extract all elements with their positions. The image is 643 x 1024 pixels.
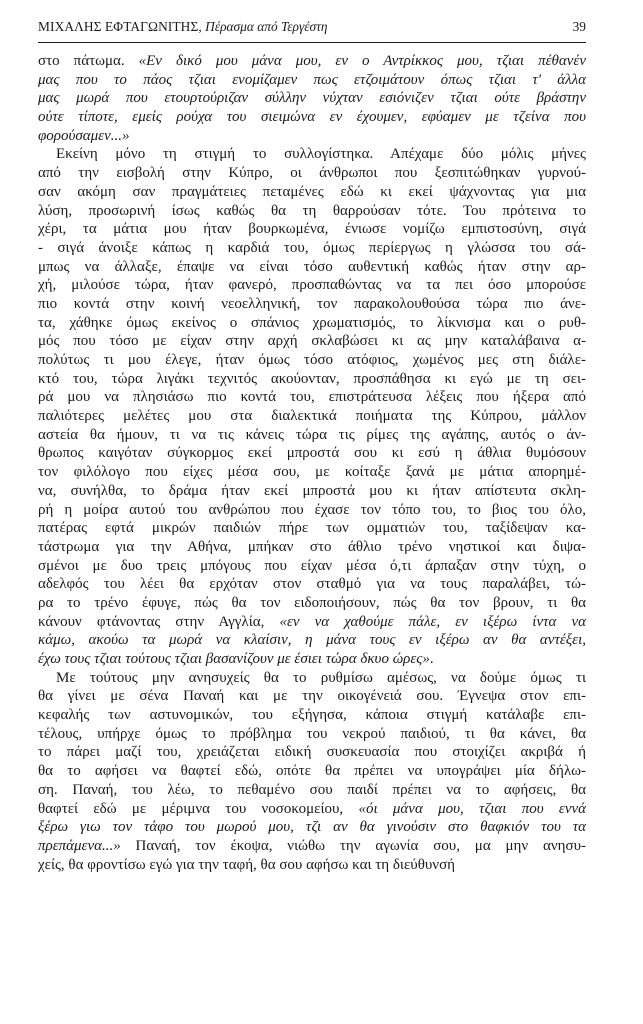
text-segment: πιο κοντά στην κοινή νεοελληνική, τον παρακολουθούσα τώρα πιο άνε-: [38, 295, 586, 312]
text-line: [38, 426, 586, 445]
text-line: [38, 220, 586, 239]
italic-dialect-text: κάμω, ακούω τα μωρά να κλαίσιν, η μάνα τους εν ιξέρω αν θα αντέξει,: [38, 632, 586, 649]
text-segment: παλιότερες μελέτες μου στα διαλεκτικά ποιήματα της Κύπρου, μάλλον: [38, 408, 586, 425]
text-segment: χέρι, τα μάτια μου ήταν βουρκωμένα, ένιωσε νομίζω εμπιστοσύνη, σιγά: [38, 221, 586, 238]
text-segment: - σιγά άνοιξε κάπως η καρδιά του, όμως περίεργως η γλώσσα του σά-: [38, 239, 586, 256]
text-line: [38, 557, 586, 576]
text-line: [38, 762, 586, 781]
text-segment: ρά μου να πλησιάσω πιο κοντά του, επιστράτευσα λέξεις που ήξερα από: [38, 389, 586, 406]
header-author: ΜΙΧΑΛΗΣ ΕΦΤΑΓΩΝΙΤΗΣ,: [38, 19, 202, 34]
text-segment: .: [429, 651, 434, 667]
text-line: [38, 613, 586, 632]
italic-dialect-text: ούτε τίποτε, εμείς ρούχα του σιειμώνα εν έχουμεν, εφύαμεν με τζείνα που: [38, 109, 586, 126]
italic-dialect-text: ξέρω γιω τον τάφο του μωρού μου, τζι αν θα γινούσιν στο θαφκιόν του τα: [38, 819, 586, 836]
text-line: [38, 482, 586, 501]
italic-dialect-text: μας που το πάος τζιαι ενομίζαμεν πως ετζοιμάτουν όπως τζιαι τ' άλλα: [38, 71, 586, 88]
text-line: [38, 351, 586, 370]
text-segment: τα, χάθηκε όμως εκείνος ο σπάνιος χρωματισμός, το λίκνισμα και ο ρυθ-: [38, 314, 586, 331]
page-body-text: [38, 52, 586, 874]
text-segment: κεφαλής των αστυνομικών, του εξήγησα, κάποια στιγμή κατάλαβε επι-: [38, 707, 586, 724]
header-rule: [38, 42, 586, 43]
text-segment: τάστρωμα για την Αθήνα, μπήκαν στο άθλιο τρένο νηστικοί και διψα-: [38, 538, 586, 555]
text-line: [38, 202, 586, 221]
text-line: [38, 127, 586, 146]
italic-dialect-text: έχω τους τζιαι τούτους τζιαι βασανίζουν με έσιει τώρα δκυο ώρες»: [38, 651, 430, 667]
text-line: [38, 800, 586, 819]
header-book-title: Πέρασμα από Τεργέστη: [205, 19, 328, 34]
text-line: [38, 332, 586, 351]
text-line: [38, 295, 586, 314]
text-segment: ρή η μοίρα αυτού του ανθρώπου που έχασε τον τόπο του, το βιος του όλο,: [38, 501, 586, 518]
text-segment: τον φιλόλογο που είχες μέσα σου, με κοίταξε ξανά με μάτια απορημέ-: [38, 464, 586, 481]
text-segment: Παναή, τον έκοψα, νιώθω την αγωνία σου, μα μην ανησυ-: [120, 837, 586, 854]
text-segment: σαν ακόμη σαν πραγμάτειες πεταμένες εδώ κι εκεί ψάχνοντας για μια: [38, 183, 586, 200]
text-line: [38, 818, 586, 837]
italic-dialect-text: φορούσαμεν...»: [38, 127, 130, 144]
text-line: [38, 687, 586, 706]
text-line: [38, 856, 586, 875]
text-line: [38, 575, 586, 594]
text-segment: μός που τόσο με είχαν στην αρχή σκλαβώσει κι ας μην καταλάβαινα α-: [38, 333, 586, 350]
text-line: [38, 370, 586, 389]
text-line: [38, 501, 586, 520]
text-line: [38, 258, 586, 277]
text-segment: από την εισβολή στην Κύπρο, οι άνθρωποι που ξεσπιτώθηκαν γυρνού-: [38, 165, 586, 182]
text-segment: αστεία θα ήμουν, τι να τις κάνεις τώρα τις ρίμες της αγάπης, αυτός ο άν-: [38, 426, 586, 443]
text-segment: κάνουν φτάνοντας στην Αγγλία,: [38, 613, 280, 630]
text-line: [38, 388, 586, 407]
text-segment: χείς, θα φροντίσω εγώ για την ταφή, θα σου αφήσω και τη διεύθυνσή: [38, 856, 456, 873]
text-segment: κτό του, τώρα λιγάκι τεχνιτός ακούονταν, προσπάθησα κι εγώ με τη σει-: [38, 370, 586, 387]
text-line: [38, 89, 586, 108]
text-line: [38, 781, 586, 800]
text-segment: λύση, προσωρινή ίσως καθώς θα τη θαρρούσαν τότε. Του πρότεινα το: [38, 202, 586, 219]
italic-dialect-text: πρεπάμενα...»: [38, 837, 121, 854]
text-line: [38, 669, 586, 688]
text-segment: Εκείνη μόνο τη στιγμή το συλλογίστηκα. Απέχαμε δύο μόλις μήνες: [56, 146, 586, 163]
text-segment: θαφτεί εδώ με μέριμνα του νοσοκομείου,: [38, 800, 359, 817]
text-line: [38, 145, 586, 164]
text-line: [38, 538, 586, 557]
text-segment: τέλους, υπήρχε όμως το πρόβλημα του νεκρού παιδιού, τι θα κάνει, θα: [38, 725, 586, 742]
text-line: [38, 52, 586, 71]
text-line: [38, 71, 586, 90]
text-segment: θα το αφήσει να θαφτεί εδώ, οπότε θα πρέπει να υπογράψει μία δήλω-: [38, 763, 586, 780]
italic-dialect-text: μας μωρά που ετουρτούριζαν σύλλην νύχταν εσιόνιζεν τζιαι ούτε βράστην: [38, 90, 586, 107]
text-segment: πατέρας εφτά μικρών παιδιών πήρε των ομματιών του, ταξίδεψαν κα-: [38, 520, 586, 537]
text-segment: πολύτως τι μου έλεγε, ήταν όμως τόσο ατόφιος, χωμένος μες στη διάλε-: [38, 352, 586, 368]
text-line: [38, 650, 586, 669]
text-segment: Με τούτους μην ανησυχείς θα το ρυθμίσω αμέσως, να δούμε όμως τι: [56, 669, 586, 686]
text-segment: να, συνήλθα, το δράμα ήταν εκεί μπροστά μου κι ήταν απίστευτα σκλη-: [38, 482, 586, 499]
text-line: [38, 164, 586, 183]
text-line: [38, 594, 586, 613]
text-segment: στο πάτωμα.: [38, 53, 139, 69]
page-number: 39: [572, 19, 586, 34]
text-line: [38, 183, 586, 202]
running-header: [38, 14, 586, 40]
text-line: [38, 837, 586, 856]
text-line: [38, 463, 586, 482]
text-segment: ρα το τρένο έφυγε, πώς θα τον ειδοποιήσουν, πώς θα τον βρουν, τι θα: [38, 594, 586, 611]
text-line: [38, 519, 586, 538]
text-line: [38, 314, 586, 333]
text-line: [38, 108, 586, 127]
text-line: [38, 407, 586, 426]
text-segment: χή, μιλούσε τώρα, ήταν φανερό, προσπαθώντας να τα πει όσο μπορούσε: [38, 277, 586, 294]
italic-dialect-text: «όι μάνα μου, τζιαι που εννά: [358, 800, 586, 817]
text-line: [38, 706, 586, 725]
text-segment: σμένοι με δυο τρεις μπόγους που είχαν μέσα ό,τι άρπαξαν στην τύχη, ο: [38, 557, 586, 574]
text-segment: το πάρει μαζί του, χρειάζεται ειδική συσκευασία που στοιχίζει ακριβά ή: [38, 744, 586, 761]
text-line: [38, 725, 586, 744]
text-segment: μπως να άλλαξε, έπαψε να είναι τόσο αυθεντική καθώς ήταν στην αρ-: [38, 258, 586, 275]
text-line: [38, 276, 586, 295]
italic-dialect-text: «Εν δικό μου μάνα μου, εν ο Αντρίκκος μου, τζιαι πέθανέν: [138, 53, 586, 69]
text-segment: αδελφός του λέει θα ερχόταν στον σταθμό για να τους παραλάβει, τώ-: [38, 576, 586, 593]
text-line: [38, 444, 586, 463]
italic-dialect-text: «εν να χαθούμε πάλε, εν ιξέρω ίντα να: [279, 613, 586, 630]
text-segment: ση. Παναή, του λέω, το πεθαμένο σου παιδί πρέπει να το αφήσεις, θα: [38, 781, 586, 798]
text-line: [38, 743, 586, 762]
text-segment: θρωπος καιγόταν σύγκορμος εκεί μπροστά σου κι εσύ η άθλια θυμόσουν: [38, 445, 586, 462]
text-line: [38, 631, 586, 650]
text-segment: θα γίνει με σένα Παναή και με την οικογένειά σου. Έγνεψα στον επι-: [38, 688, 586, 705]
text-line: [38, 239, 586, 258]
